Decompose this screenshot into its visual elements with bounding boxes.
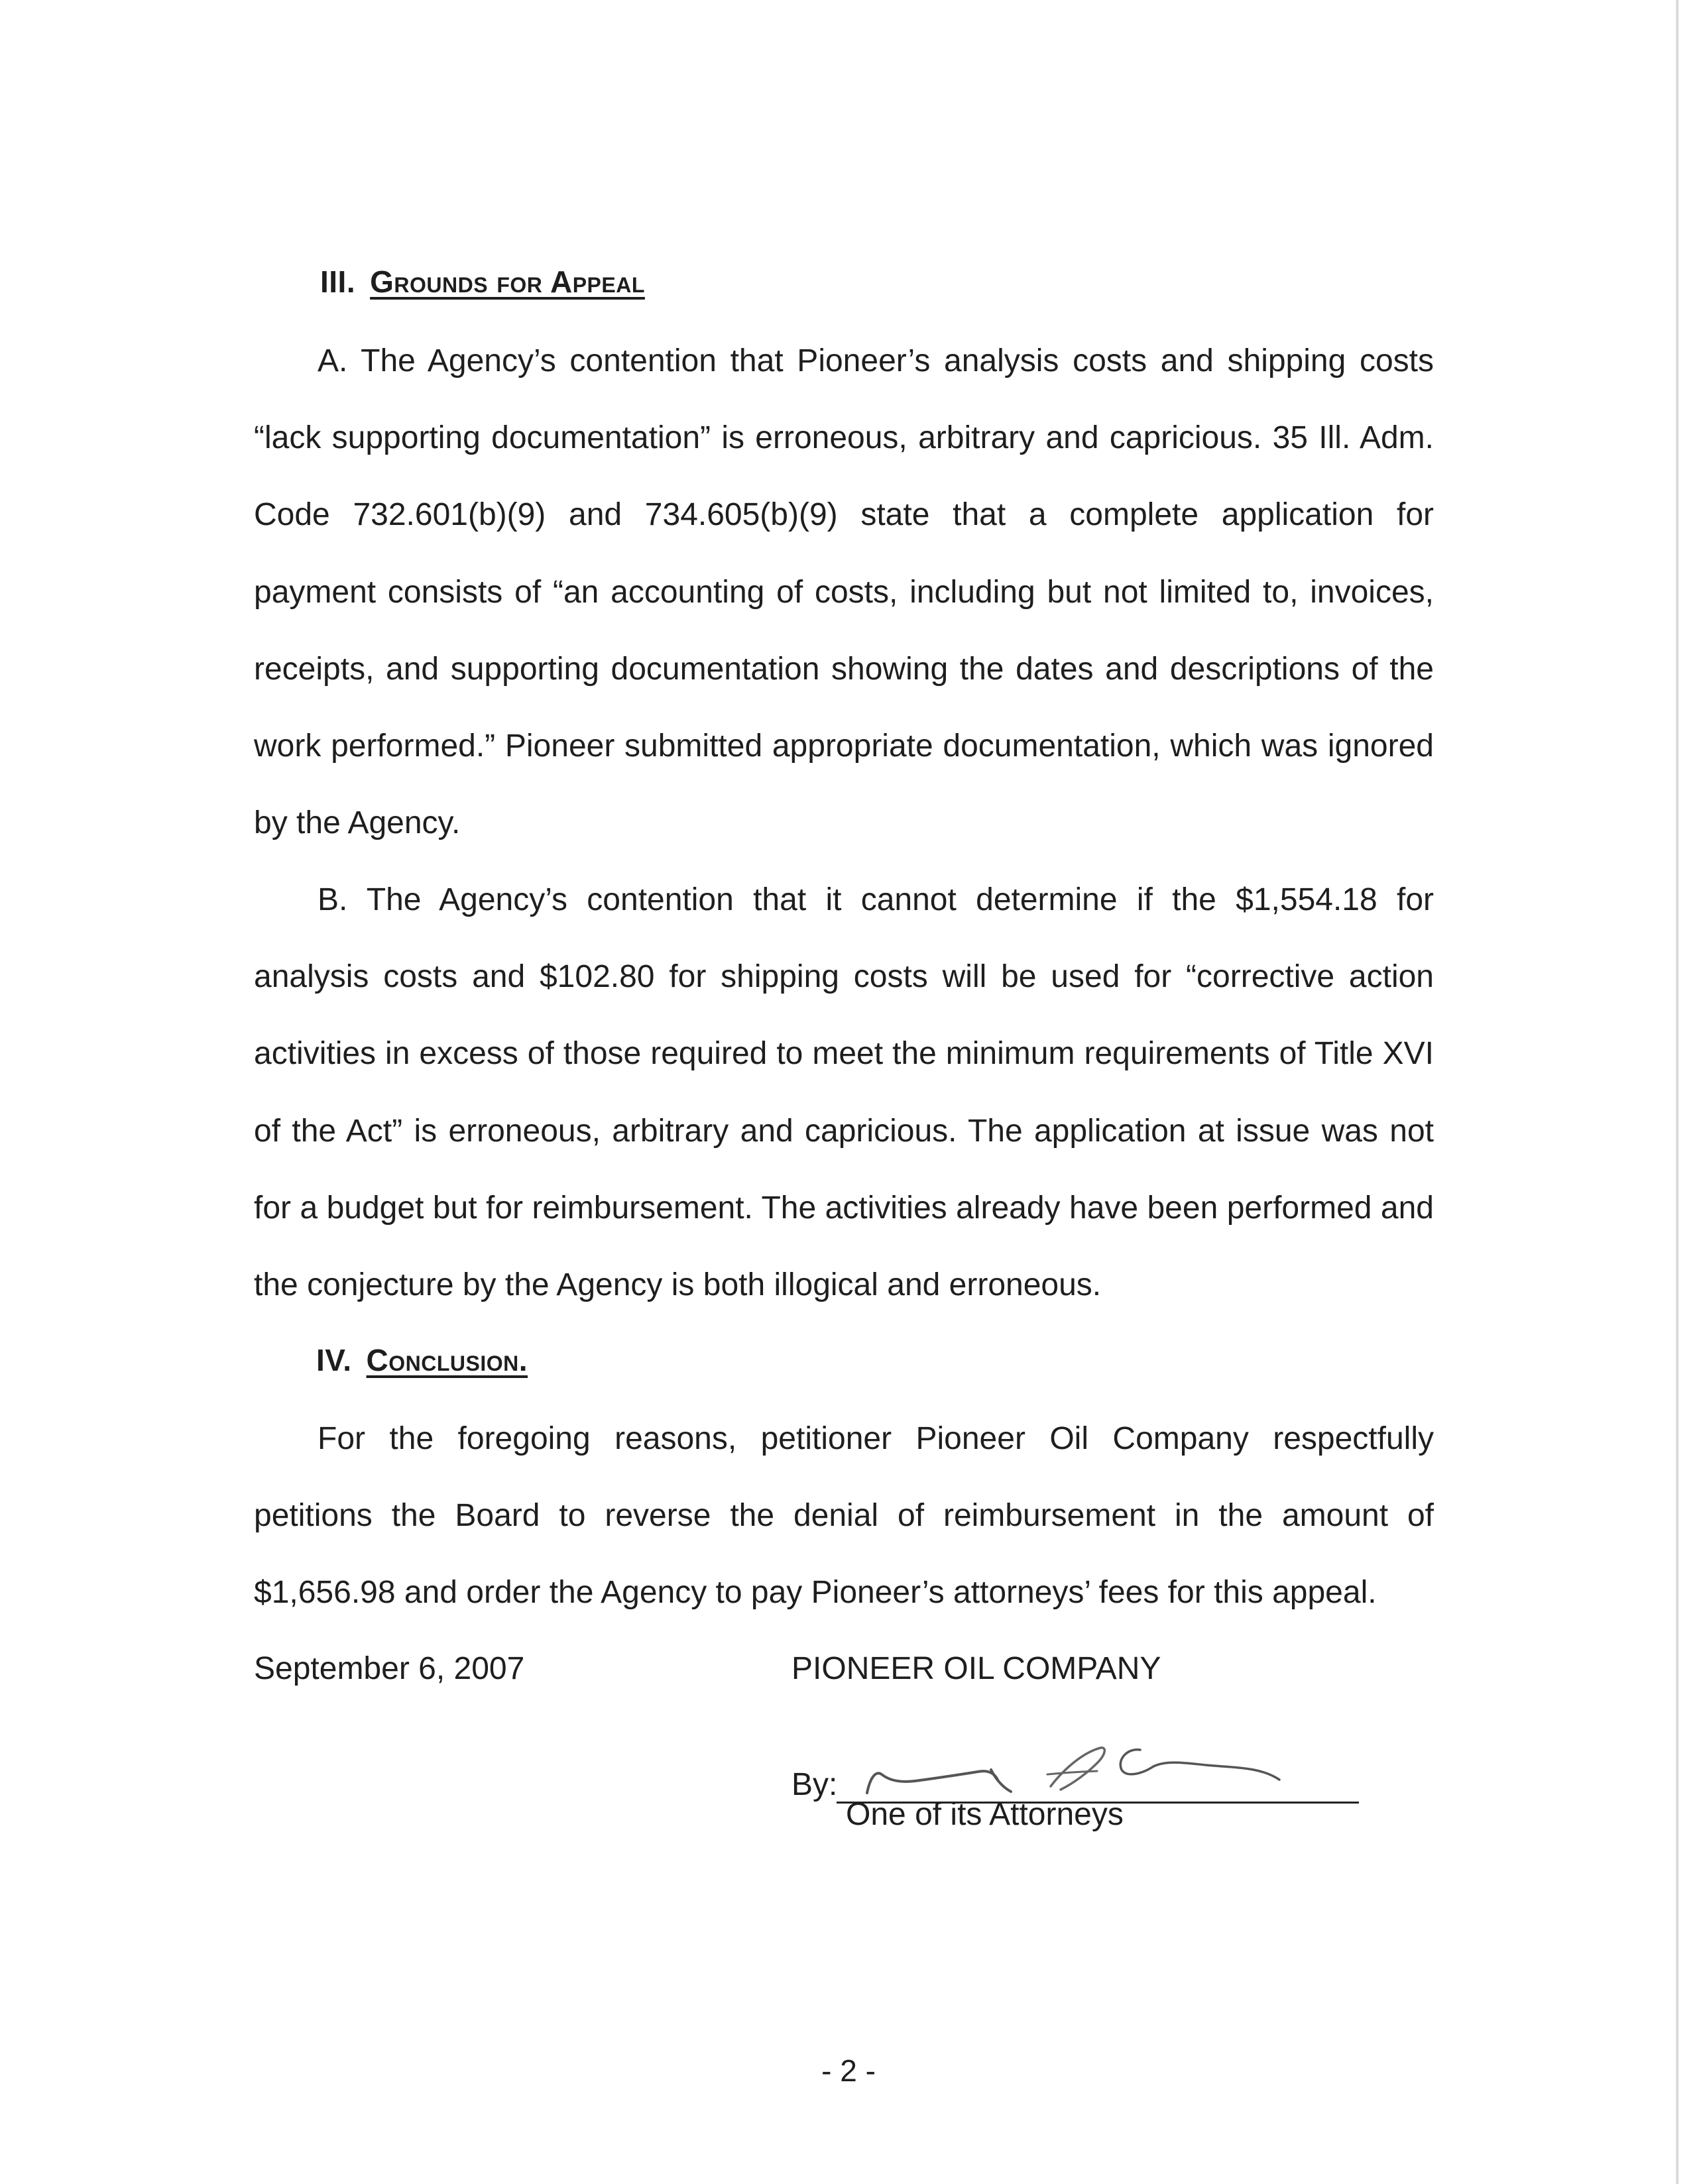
section-number: III.: [320, 264, 356, 299]
handwritten-signature: [862, 1733, 1286, 1806]
company-name: PIONEER OIL COMPANY: [791, 1651, 1161, 1686]
section-number: IV.: [316, 1343, 352, 1377]
signer-caption: One of its Attorneys: [846, 1797, 1124, 1832]
by-label: By:: [791, 1767, 838, 1802]
section-title: Grounds for Appeal: [370, 264, 645, 299]
section-heading-iii: [320, 264, 645, 300]
conclusion-paragraph: For the foregoing reasons, petitioner Pioneer Oil Company respectfully petitions the Board to reverse the denial of reimbursement in the amount of $1,656.98 and order the Agency to pay Pioneer’s attorneys’ fees for this appeal.: [254, 1421, 1434, 1611]
section-heading-iv: [316, 1342, 528, 1378]
section-title: Conclusion.: [366, 1343, 528, 1377]
paragraph-a: A. The Agency’s contention that Pioneer’s analysis costs and shipping costs “lack supporting documentation” is erroneous, arbitrary and capricious. 35 Ill. Adm. Code 732.601(b)(9) and 734.605(b)(9) state that a complete application for payment consists of “an accounting of costs, including but not limited to, invoices, receipts, and supporting documentation showing the dates and descriptions of the work performed.” Pioneer submitted appropriate documentation, which was ignored by the Agency.: [254, 343, 1434, 841]
page-edge-shadow: [1676, 0, 1678, 2184]
paragraph-b: B. The Agency’s contention that it cannot determine if the $1,554.18 for analysis costs and $102.80 for shipping costs will be used for “corrective action activities in excess of those required to meet the minimum requirements of Title XVI of the Act” is erroneous, arbitrary and capricious. The application at issue was not for a budget but for reimbursement. The activities already have been performed and the conjecture by the Agency is both illogical and erroneous.: [254, 882, 1434, 1303]
document-date: September 6, 2007: [254, 1651, 525, 1686]
page-number: - 2 -: [821, 2053, 876, 2088]
